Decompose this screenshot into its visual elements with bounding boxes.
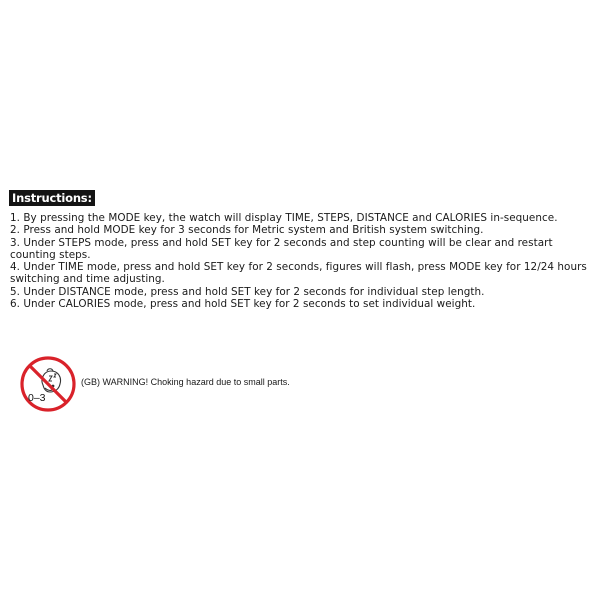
instruction-item: 1. By pressing the MODE key, the watch will display TIME, STEPS, DISTANCE and CALORIES in-sequence. xyxy=(10,212,558,224)
choking-hazard-icon xyxy=(19,355,77,413)
instructions-list xyxy=(10,212,594,310)
instruction-item: 2. Press and hold MODE key for 3 seconds for Metric system and British system switching. xyxy=(10,224,484,237)
warning-text: (GB) WARNING! Choking hazard due to small parts. xyxy=(81,377,290,387)
instructions-heading: Instructions: xyxy=(9,190,95,206)
choking-warning xyxy=(19,355,419,413)
age-label: 0–3 xyxy=(28,392,46,404)
instruction-item: 6. Under CALORIES mode, press and hold SET key for 2 seconds to set individual weight. xyxy=(10,298,476,311)
instruction-item: 3. Under STEPS mode, press and hold SET key for 2 seconds and step counting will be clear and restart counting steps. xyxy=(10,236,553,261)
instruction-item: 4. Under TIME mode, press and hold SET key for 2 seconds, figures will flash, press MODE key for 12/24 hours switching and time adjusting. xyxy=(10,261,587,286)
instruction-item: 5. Under DISTANCE mode, press and hold SET key for 2 seconds for individual step length. xyxy=(10,285,485,298)
